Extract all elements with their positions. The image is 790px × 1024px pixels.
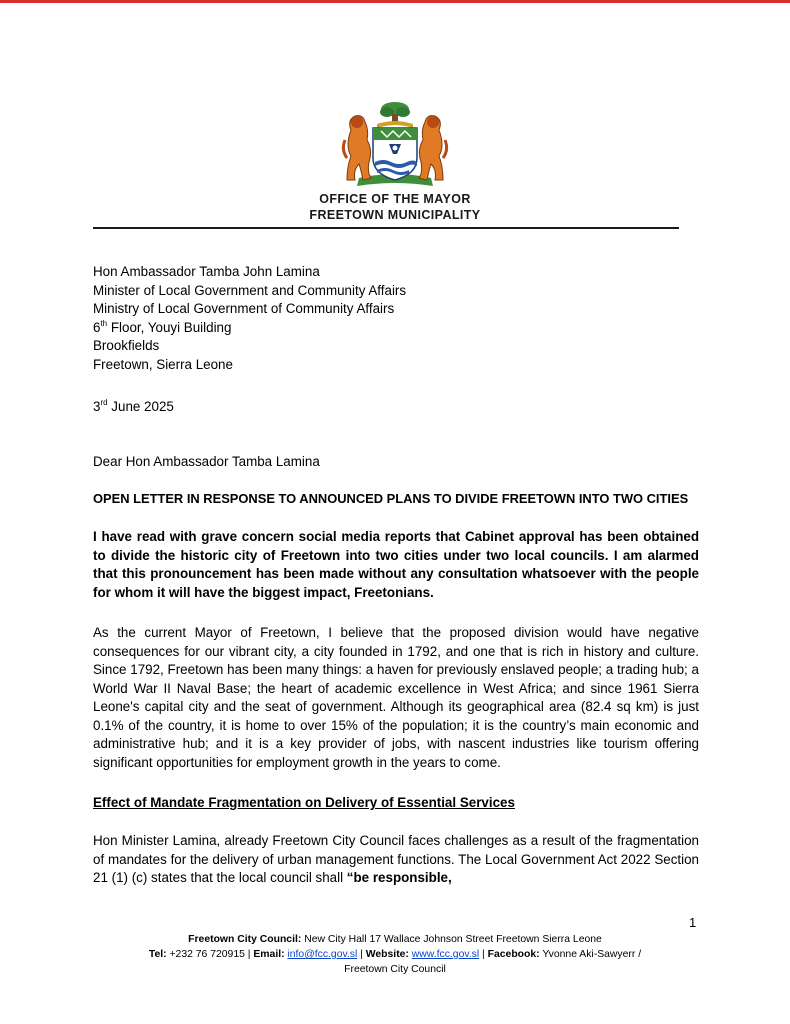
footer-website-link[interactable]: www.fcc.gov.sl: [411, 949, 480, 960]
recipient-ministry: Ministry of Local Government of Community Affairs: [93, 301, 395, 316]
letterhead-divider: [93, 227, 679, 229]
page-number: 1: [689, 915, 697, 930]
recipient-name: Hon Ambassador Tamba John Lamina: [93, 264, 320, 279]
freetown-municipality-title: FREETOWN MUNICIPALITY: [309, 208, 481, 222]
cotton-tree-icon: [380, 102, 410, 122]
footer-contact-line: Tel: +232 76 720915 | Email: info@fcc.gov.sl | Website: www.fcc.gov.sl | Facebook: Yvonne Aki-Sawyerr /: [148, 949, 642, 960]
left-lion-icon: [343, 116, 371, 180]
salutation: Dear Hon Ambassador Tamba Lamina: [93, 454, 320, 469]
recipient-area: Brookfields: [93, 338, 160, 353]
recipient-address-block: [93, 263, 699, 374]
footer-facebook-line: Freetown City Council: [344, 964, 446, 975]
recipient-building: 6th Floor, Youyi Building: [93, 318, 232, 335]
shield-icon: [373, 128, 417, 180]
freetown-coat-of-arms-logo: [337, 100, 453, 190]
letter-subject: OPEN LETTER IN RESPONSE TO ANNOUNCED PLANS TO DIVIDE FREETOWN INTO TWO CITIES: [93, 491, 689, 506]
recipient-city: Freetown, Sierra Leone: [93, 356, 233, 372]
letter-date: 3rd June 2025: [93, 398, 174, 414]
paragraph-mayor-statement: As the current Mayor of Freetown, I believe that the proposed division would have negative consequences for our vibrant city, a city founded in 1792, and one that is rich in history and culture. Since 1792, Freetown has been many things: a haven for previously enslaved people; a trading hub; a World War II Naval Base; the heart of academic excellence in West Africa; and since 1961 Sierra Leone's capital city and the seat of government. Although its geographical area (82.4 sq km) is just 0.1% of the country, it is home to over 15% of the population; it is the country’s main economic and administrative hub; and it is a key provider of jobs, with nascent industries like tourism offering significant opportunities for employment growth in the years to come.: [93, 625, 699, 770]
recipient-title: Minister of Local Government and Community Affairs: [93, 282, 407, 298]
footer-address-line: Freetown City Council: New City Hall 17 Wallace Johnson Street Freetown Sierra Leone: [188, 934, 602, 945]
section-heading-mandate-fragmentation: Effect of Mandate Fragmentation on Delivery of Essential Services: [93, 795, 515, 810]
footer-email-link[interactable]: info@fcc.gov.sl: [287, 949, 358, 960]
right-lion-icon: [419, 116, 447, 180]
top-accent-rule: [0, 0, 790, 3]
office-of-the-mayor-title: OFFICE OF THE MAYOR: [319, 192, 471, 206]
paragraph-mandate-fragmentation: Hon Minister Lamina, already Freetown City Council faces challenges as a result of the fragmentation of mandates for the delivery of urban management functions. The Local Government Act 2022 Section 21 (1) (c) states that the local council shall “be responsible,: [93, 833, 699, 885]
paragraph-concern: I have read with grave concern social media reports that Cabinet approval has been obtained to divide the historic city of Freetown into two cities under two local councils. I am alarmed that this pronouncement has been made without any consultation whatsoever with the people for whom it will have the biggest impact, Freetonians.: [93, 529, 699, 600]
